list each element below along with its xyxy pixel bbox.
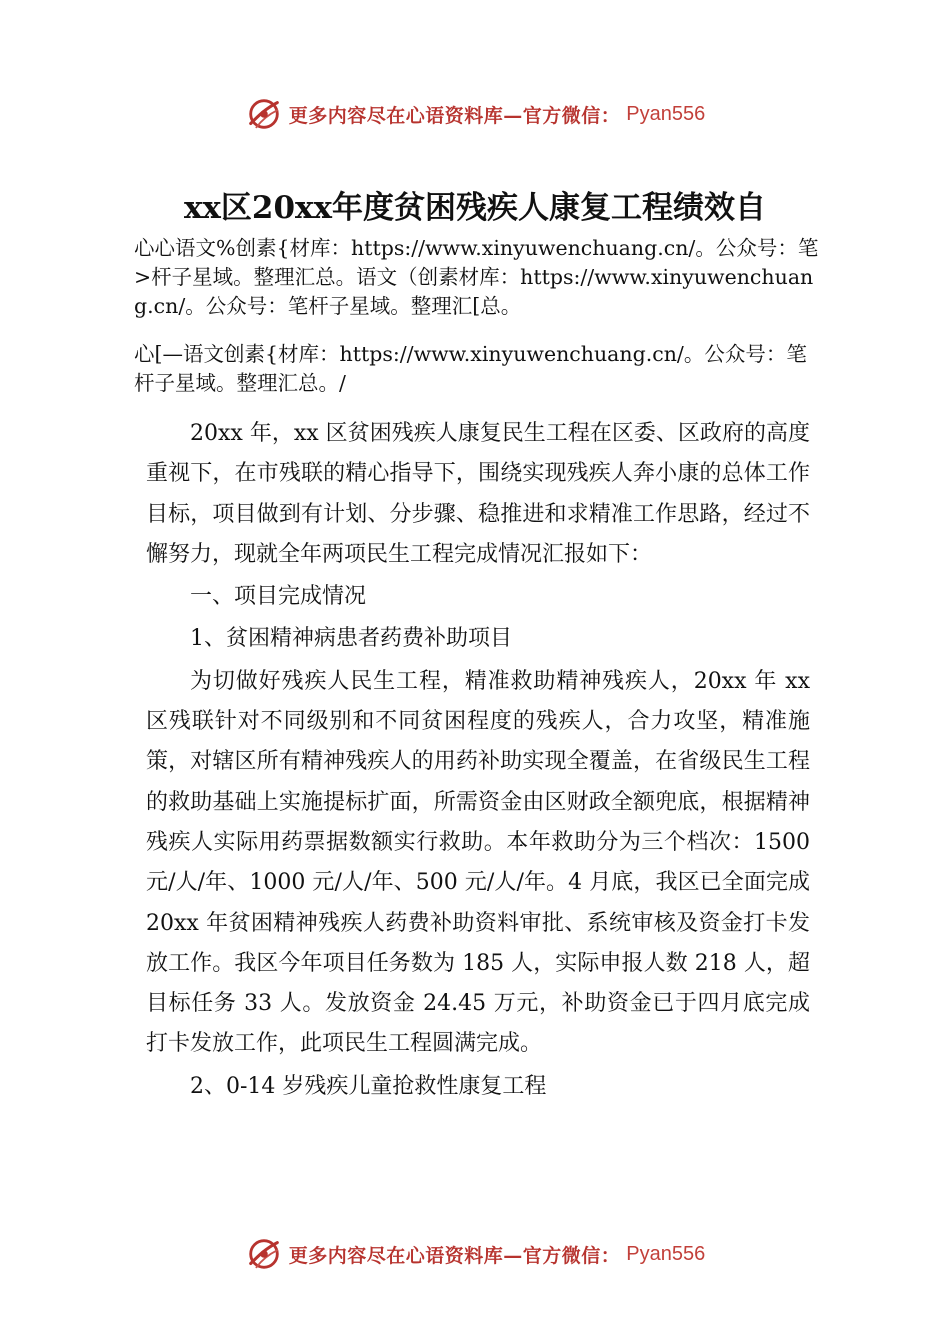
brand-logo-icon: [245, 95, 283, 133]
banner-wechat-id: Pyan556: [626, 1242, 706, 1265]
brand-logo-icon: [245, 1235, 283, 1273]
subsection-heading: 2、0-14 岁残疾儿童抢救性康复工程: [190, 1073, 547, 1099]
watermark-text: 心[—语文创素{材库：https://www.xinyuwenchuang.cn/。公众号：笔杆子星域。整理汇总。/: [134, 342, 807, 395]
document-body: [146, 414, 810, 1109]
section-heading: 一、项目完成情况: [190, 584, 367, 610]
footer-banner: [0, 1232, 950, 1276]
banner-text: 更多内容尽在心语资料库—官方微信：: [288, 104, 621, 127]
banner-wechat-id: Pyan556: [626, 102, 706, 125]
subsection-heading: 1、贫困精神病患者药费补助项目: [190, 626, 512, 652]
body-paragraph: 为切做好残疾人民生工程，精准救助精神残疾人，20xx 年 xx 区残联针对不同级别和不同贫困程度的残疾人，合力攻坚，精准施策，对辖区所有精神残疾人的用药补助实现全覆盖，在省级民生工程的救助基础上实施提标扩面，所需资金由区财政全额兜底，根据精神残疾人实际用药票据数额实行救助。本年救助分为三个档次：1500 元/人/年、1000 元/人/年、500 元/人/年。4 月底，我区已全面完成 20xx 年贫困精神残疾人药费补助资料审批、系统审核及资金打卡发放工作。我区今年项目任务数为 185 人，实际申报人数 218 人，超目标任务 33 人。发放资金 24.45 万元，补助资金已于四月底完成打卡发放工作，此项民生工程圆满完成。: [146, 668, 810, 1057]
watermark-text: 心心语文%创素{材库：https://www.xinyuwenchuang.cn/。公众号：笔>杆子星域。整理汇总。语文（创素材库：https://www.xinyuwenchuang.cn/。公众号：笔杆子星域。整理汇[总。: [134, 236, 819, 318]
banner-text: 更多内容尽在心语资料库—官方微信：: [288, 1244, 621, 1267]
header-banner: [0, 92, 950, 136]
body-paragraph: 20xx 年，xx 区贫困残疾人康复民生工程在区委、区政府的高度重视下，在市残联的精心指导下，围绕实现残疾人奔小康的总体工作目标，项目做到有计划、分步骤、稳推进和求精准工作思路，经过不懈努力，现就全年两项民生工程完成情况汇报如下：: [146, 421, 810, 567]
document-title: xx区20xx年度贫困残疾人康复工程绩效自: [183, 190, 767, 226]
